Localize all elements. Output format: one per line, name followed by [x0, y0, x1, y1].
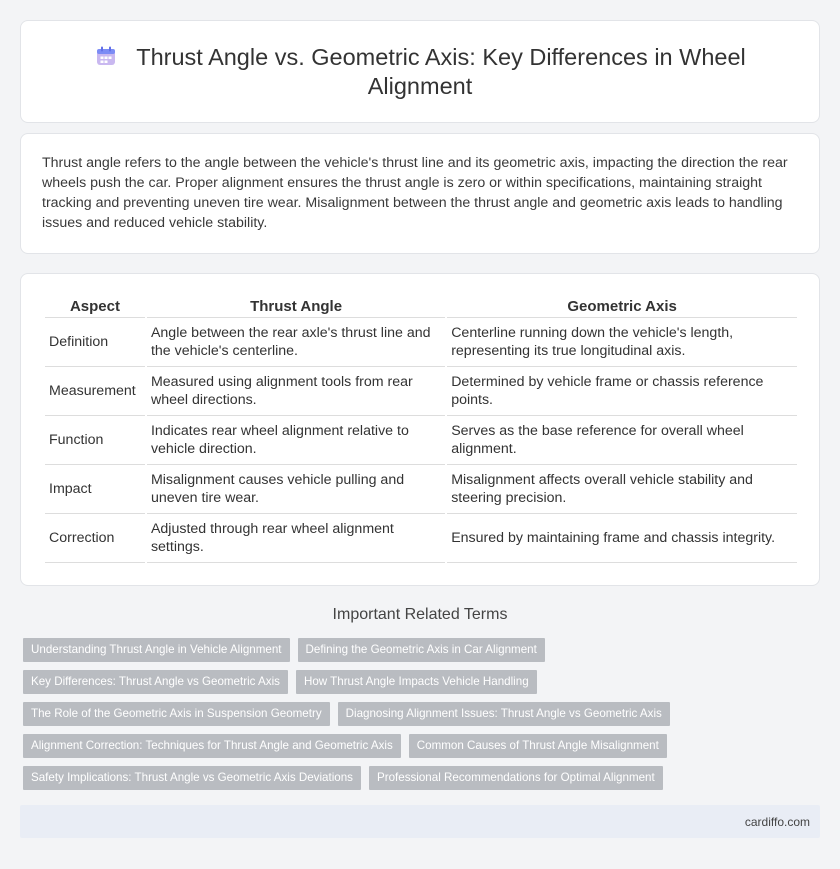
intro-text: Thrust angle refers to the angle between the vehicle's thrust line and its geometric axis, impacting the direction the rear wheels push the car. Proper alignment ensures the thrust angle is zero or within specifications, maintaining straight tracking and preventing uneven tire wear. Misalignment between the thrust angle and geometric axis leads to handling issues and reduced vehicle stability. [42, 155, 788, 231]
tag-row [23, 638, 723, 662]
table-row [45, 465, 797, 514]
related-term-link[interactable]: Safety Implications: Thrust Angle vs Geometric Axis Deviations [23, 766, 361, 790]
related-term-link[interactable]: The Role of the Geometric Axis in Suspension Geometry [23, 702, 330, 726]
related-term-link[interactable]: Diagnosing Alignment Issues: Thrust Angle vs Geometric Axis [338, 702, 670, 726]
row-geometric-axis: Serves as the base reference for overall wheel alignment. [447, 416, 797, 465]
row-aspect: Measurement [45, 367, 145, 416]
related-terms-list [23, 638, 723, 798]
related-term-link[interactable]: Key Differences: Thrust Angle vs Geometric Axis [23, 670, 288, 694]
related-terms-heading: Important Related Terms [332, 606, 508, 623]
table-header-row [45, 295, 797, 318]
related-term-link[interactable]: Common Causes of Thrust Angle Misalignment [409, 734, 667, 758]
row-aspect: Function [45, 416, 145, 465]
row-thrust-angle: Indicates rear wheel alignment relative to vehicle direction. [147, 416, 445, 465]
header-thrust-angle: Thrust Angle [147, 295, 445, 318]
row-aspect: Correction [45, 514, 145, 563]
row-aspect: Impact [45, 465, 145, 514]
calendar-icon [94, 44, 118, 68]
related-term-link[interactable]: Alignment Correction: Techniques for Thrust Angle and Geometric Axis [23, 734, 401, 758]
title-wrap [81, 43, 759, 101]
table-row [45, 514, 797, 563]
related-term-link[interactable]: Professional Recommendations for Optimal Alignment [369, 766, 663, 790]
row-thrust-angle: Measured using alignment tools from rear wheel directions. [147, 367, 445, 416]
header-geometric-axis: Geometric Axis [447, 295, 797, 318]
intro-card [20, 133, 820, 254]
table-row [45, 318, 797, 367]
footer [20, 805, 820, 838]
related-term-link[interactable]: Understanding Thrust Angle in Vehicle Alignment [23, 638, 290, 662]
table-row [45, 367, 797, 416]
row-geometric-axis: Ensured by maintaining frame and chassis integrity. [447, 514, 797, 563]
footer-site-link[interactable]: cardiffo.com [744, 815, 810, 829]
title-card [20, 20, 820, 123]
related-term-link[interactable]: Defining the Geometric Axis in Car Alignment [298, 638, 545, 662]
row-thrust-angle: Angle between the rear axle's thrust line and the vehicle's centerline. [147, 318, 445, 367]
row-geometric-axis: Centerline running down the vehicle's length, representing its true longitudinal axis. [447, 318, 797, 367]
header-aspect: Aspect [45, 295, 145, 318]
row-geometric-axis: Misalignment affects overall vehicle stability and steering precision. [447, 465, 797, 514]
tag-row [23, 670, 723, 694]
page-title: Thrust Angle vs. Geometric Axis: Key Differences in Wheel Alignment [136, 44, 746, 99]
comparison-table [43, 295, 799, 563]
table-row [45, 416, 797, 465]
comparison-card [20, 273, 820, 586]
related-term-link[interactable]: How Thrust Angle Impacts Vehicle Handling [296, 670, 537, 694]
tag-row [23, 702, 723, 726]
row-thrust-angle: Misalignment causes vehicle pulling and uneven tire wear. [147, 465, 445, 514]
row-geometric-axis: Determined by vehicle frame or chassis reference points. [447, 367, 797, 416]
row-aspect: Definition [45, 318, 145, 367]
tag-row [23, 766, 723, 790]
tag-row [23, 734, 723, 758]
row-thrust-angle: Adjusted through rear wheel alignment settings. [147, 514, 445, 563]
